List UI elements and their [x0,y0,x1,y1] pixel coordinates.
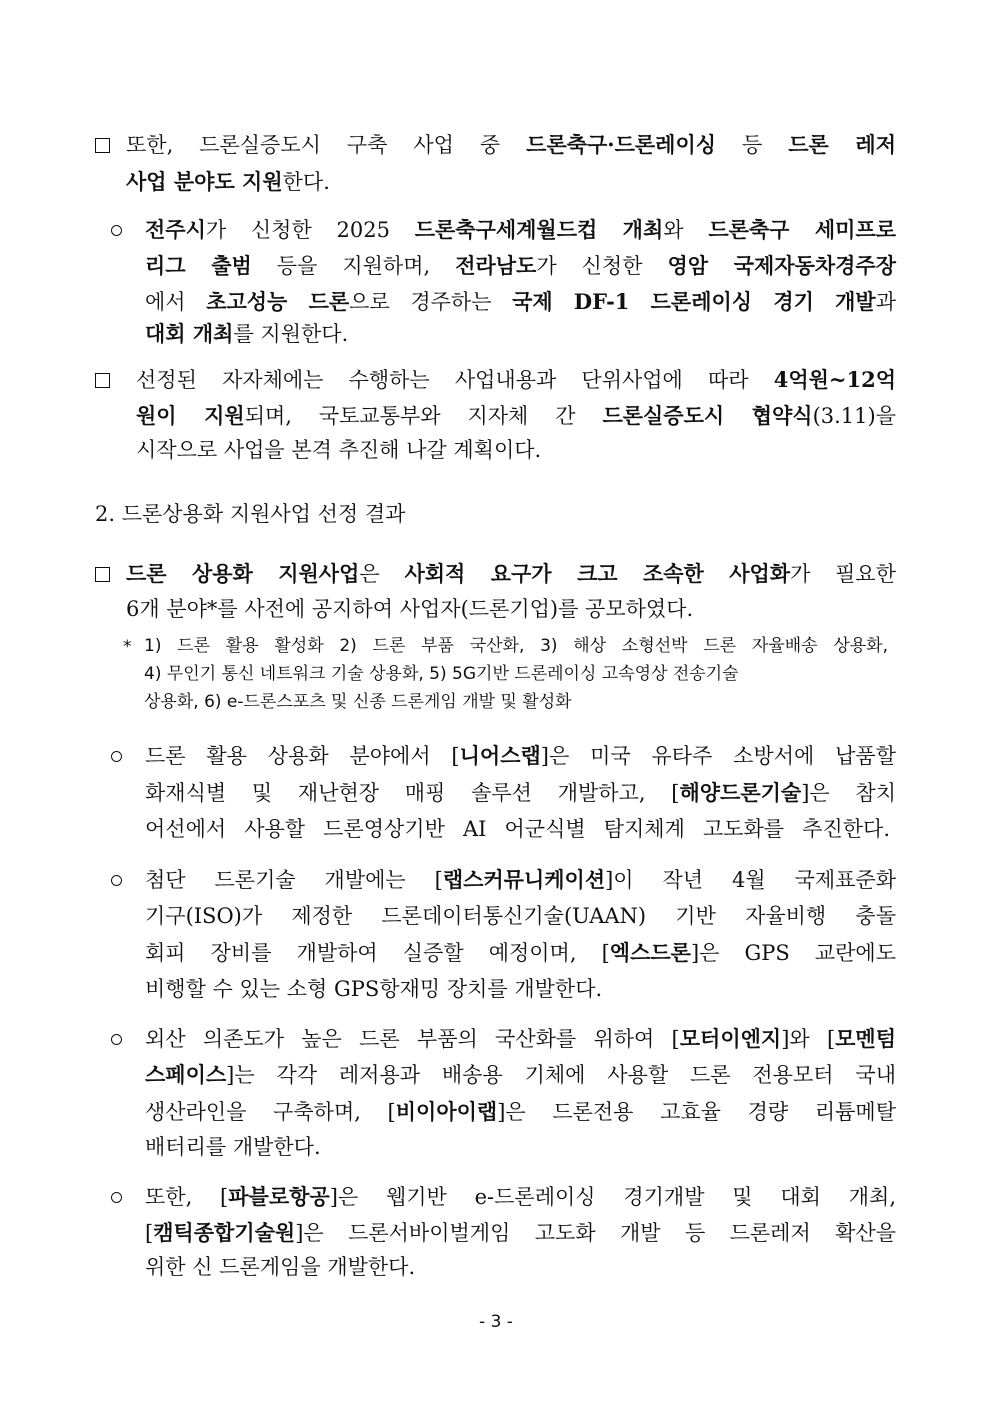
bold-text-segment: 드론축구·드론레이싱 [526,132,717,157]
text-segment: ]와 [ [781,1027,836,1051]
bold-text-segment: 전주시 [145,217,206,242]
circle-bullet-icon [111,875,122,886]
bold-text-segment: 해양드론기술 [679,780,802,805]
text-segment: 첨단 드론기술 개발에는 [ [145,868,443,892]
text-segment: 등 [716,133,789,157]
text-segment: 으로 경주하는 [349,290,513,314]
text-segment: 시작으로 사업을 본격 추진해 나갈 계획이다. [136,438,542,462]
text-segment: 화재식별 및 재난현장 매핑 솔루션 개발하고, [ [145,781,680,805]
text-segment: ]은 드론서바이벌게임 고도화 개발 등 드론레저 확산을 [295,1221,896,1245]
bold-text-segment: 국제 DF-1 드론레이싱 경기 개발 [512,289,876,314]
text-segment: 과 [875,290,897,314]
text-segment: ]는 각각 레저용과 배송용 기체에 사용할 드론 전용모터 국내 [226,1063,896,1087]
text-segment: 드론 활용 상용화 분야에서 [ [145,744,460,768]
square-bullet-icon [95,138,110,153]
bold-text-segment: 드론 상용화 지원사업 [126,561,360,586]
text-segment: ]은 참치 [801,781,896,805]
footnote-line-1: 1) 드론 활용 활성화 2) 드론 부품 국산화, 3) 해상 소형선박 드론 자율배송 상용화, [144,636,888,656]
bold-text-segment: 원이 지원 [136,403,245,428]
para-3c-line-2 [145,1062,896,1088]
para-3c-line-3 [145,1099,896,1125]
para-1a-line-3 [145,289,896,315]
bold-text-segment: 드론 레저 [788,132,896,157]
para-3a-line-3 [145,816,890,842]
text-segment: 한다. [282,170,330,194]
text-segment: 6개 분야*를 사전에 공지하여 사업자(드론기업)를 공모하였다. [126,597,694,621]
para-3a-line-1 [145,743,896,769]
para-1-line-1 [126,132,896,158]
para-2-line-3 [136,437,541,463]
para-1a-line-4 [145,321,348,347]
para-3c-line-1 [145,1026,896,1052]
circle-bullet-icon [111,1192,122,1203]
bold-text-segment: 4억원~12억 [773,367,896,392]
text-segment: 기구(ISO)가 제정한 드론데이터통신기술(UAAN) 기반 자율비행 충돌 [145,904,896,928]
page-number: - 3 - [479,1312,513,1332]
bold-text-segment: 비이아이랩 [395,1099,498,1124]
para-1a-line-2 [145,253,896,279]
bold-text-segment: 드론축구세계월드컵 개최 [414,217,664,242]
para-1a-line-1 [145,217,896,243]
text-segment: 회피 장비를 개발하여 실증할 예정이며, [ [145,941,610,965]
text-segment: 가 신청한 [536,254,668,278]
bold-text-segment: 드론축구 세미프로 [708,217,896,242]
text-segment: [ [145,1221,154,1245]
bold-text-segment: 사회적 요구가 크고 조속한 사업화 [404,561,791,586]
bold-text-segment: 대회 개최 [145,321,234,346]
text-segment: ]은 미국 유타주 소방서에 납품할 [540,744,896,768]
para-3d-line-1 [145,1184,896,1210]
text-segment: 또한, 드론실증도시 구축 사업 중 [126,133,527,157]
bold-text-segment: 랩스커뮤니케이션 [442,867,606,892]
text-segment: 비행할 수 있는 소형 GPS항재밍 장치를 개발한다. [145,977,603,1001]
text-segment: 또한, [ [145,1185,229,1209]
bold-text-segment: 파블로항공 [228,1184,330,1209]
footnote-star: * [123,637,132,657]
para-3a-line-2 [145,780,896,806]
bold-text-segment: 스페이스 [145,1062,227,1087]
para-3-line-2 [126,596,693,622]
text-segment: 선정된 자자체에는 수행하는 사업내용과 단위사업에 따라 [136,368,774,392]
footnote-line-2: 4) 무인기 통신 네트워크 기술 상용화, 5) 5G기반 드론레이싱 고속영상 전송기술 [144,664,739,684]
text-segment: 를 지원한다. [233,322,349,346]
para-3b-line-3 [145,940,896,966]
para-2-line-2 [136,403,896,429]
para-3d-line-2 [145,1220,896,1246]
para-3b-line-2 [145,903,896,929]
text-segment: ]은 GPS 교란에도 [690,941,897,965]
square-bullet-icon [95,373,110,388]
text-segment: ]은 웹기반 e-드론레이싱 경기개발 및 대회 개최, [329,1185,897,1209]
text-segment: 와 [663,218,709,242]
para-1-line-2 [126,169,330,195]
text-segment: 은 [359,562,405,586]
para-3d-line-3 [145,1254,415,1280]
text-segment: 어선에서 사용할 드론영상기반 AI 어군식별 탐지체계 고도화를 추진한다. [145,817,890,841]
text-segment: ]은 드론전용 고효율 경량 리튬메탈 [497,1100,896,1124]
text-segment: 되며, 국토교통부와 지자체 간 [244,404,603,428]
bold-text-segment: 모터이엔지 [679,1026,782,1051]
text-segment: 에서 [145,290,207,314]
text-segment: 외산 의존도가 높은 드론 부품의 국산화를 위하여 [ [145,1027,680,1051]
bold-text-segment: 모멘텀 [835,1026,896,1051]
text-segment: 위한 신 드론게임을 개발한다. [145,1255,416,1279]
bold-text-segment: 전라남도 [455,253,537,278]
bold-text-segment: 초고성능 드론 [206,289,350,314]
text-segment: 등을 지원하며, [251,254,456,278]
bold-text-segment: 영암 국제자동차경주장 [667,253,896,278]
text-segment: (3.11)을 [812,404,896,428]
para-3-line-1 [126,561,896,587]
para-2-line-1 [136,367,896,393]
bold-text-segment: 리그 출범 [145,253,252,278]
para-3c-line-4 [145,1134,321,1160]
bold-text-segment: 엑스드론 [609,940,691,965]
para-3b-line-1 [145,867,896,893]
text-segment: 가 필요한 [790,562,896,586]
bold-text-segment: 니어스랩 [459,743,541,768]
circle-bullet-icon [111,751,122,762]
bold-text-segment: 드론실증도시 협약식 [602,403,813,428]
text-segment: 생산라인을 구축하며, [ [145,1100,396,1124]
section-heading: 2. 드론상용화 지원사업 선정 결과 [95,502,406,526]
square-bullet-icon [95,567,110,582]
text-segment: ]이 작년 4월 국제표준화 [605,868,896,892]
footnote-line-3: 상용화, 6) e-드론스포츠 및 신종 드론게임 개발 및 활성화 [144,692,572,712]
circle-bullet-icon [111,225,122,236]
para-3b-line-4 [145,976,602,1002]
circle-bullet-icon [111,1034,122,1045]
text-segment: 배터리를 개발한다. [145,1135,321,1159]
bold-text-segment: 사업 분야도 지원 [126,169,283,194]
text-segment: 가 신청한 2025 [205,218,415,242]
bold-text-segment: 캠틱종합기술원 [153,1220,296,1245]
